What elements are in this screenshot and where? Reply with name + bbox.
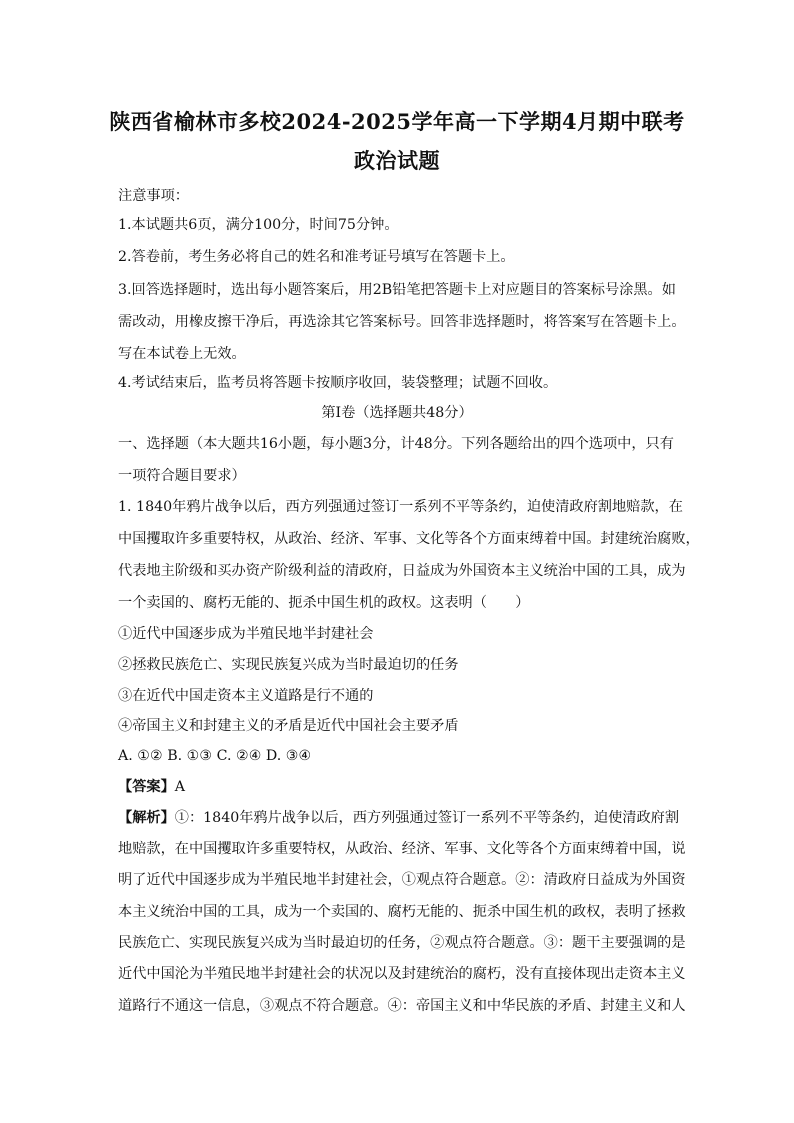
analysis-text: 近代中国沦为半殖民地半封建社会的状况以及封建统治的腐朽，没有直接体现出走资本主义 [118, 966, 686, 982]
answer-options: A. ①② B. ①③ C. ②④ D. ③④ [118, 748, 312, 764]
page-subtitle: 政治试题 [354, 148, 440, 173]
question-stem: 1. 1840年鸦片战争以后，西方列强通过签订一系列不平等条约，迫使清政府割地赔款，在 [118, 499, 683, 515]
analysis-text: 地赔款，在中国攫取许多重要特权，从政治、经济、军事、文化等各个方面束缚着中国，说 [118, 841, 686, 857]
analysis-label: 【解析】 [118, 810, 175, 826]
page-title: 陕西省榆林市多校2024-2025学年高一下学期4月期中联考 [109, 109, 685, 134]
answer-label: 【答案】 [118, 779, 175, 795]
statement-item: ②拯救民族危亡、实现民族复兴成为当时最迫切的任务 [118, 657, 459, 673]
analysis-text: 道路行不通这一信息，③观点不符合题意。④：帝国主义和中华民族的矛盾、封建主义和人 [118, 998, 686, 1014]
analysis-text: 民族危亡、实现民族复兴成为当时最迫切的任务，②观点符合题意。③：题干主要强调的是 [118, 935, 686, 951]
answer-line [118, 777, 688, 797]
statement-item: ④帝国主义和封建主义的矛盾是近代中国社会主要矛盾 [118, 718, 459, 734]
statement-item: ①近代中国逐步成为半殖民地半封建社会 [118, 626, 374, 642]
notice-item: 3.回答选择题时，选出每小题答案后，用2B铅笔把答题卡上对应题目的答案标号涂黑。如 [118, 282, 676, 298]
question-stem: 中国攫取许多重要特权，从政治、经济、军事、文化等各个方面束缚着中国。封建统治腐败， [118, 531, 700, 547]
analysis-text: 本主义统治中国的工具，成为一个卖国的、腐朽无能的、扼杀中国生机的政权，表明了拯救 [118, 904, 686, 920]
section-instruction: 一、选择题（本大题共16小题，每小题3分，计48分。下列各题给出的四个选项中，只有 [118, 436, 674, 452]
answer-value: A [174, 779, 186, 795]
notice-item: 4.考试结束后，监考员将答题卡按顺序收回，装袋整理；试题不回收。 [118, 375, 558, 391]
notice-item: 写在本试卷上无效。 [118, 346, 246, 362]
notice-heading: 注意事项： [118, 188, 189, 204]
statement-item: ③在近代中国走资本主义道路是行不通的 [118, 688, 374, 704]
analysis-text: 明了近代中国逐步成为半殖民地半封建社会，①观点符合题意。②：清政府日益成为外国资 [118, 872, 686, 888]
analysis-line [118, 808, 688, 828]
section-instruction: 一项符合题目要求） [118, 468, 246, 484]
question-stem: 代表地主阶级和买办资产阶级利益的清政府，日益成为外国资本主义统治中国的工具，成为 [118, 563, 686, 579]
notice-item: 1.本试题共6页，满分100分，时间75分钟。 [118, 217, 399, 233]
volume-title: 第Ⅰ卷（选择题共48分） [321, 405, 473, 421]
analysis-text: ①：1840年鸦片战争以后，西方列强通过签订一系列不平等条约，迫使清政府割 [174, 810, 680, 826]
notice-item: 2.答卷前，考生务必将自己的姓名和准考证号填写在答题卡上。 [118, 249, 515, 265]
notice-item: 需改动，用橡皮擦干净后，再选涂其它答案标号。回答非选择题时，将答案写在答题卡上。 [118, 314, 686, 330]
question-stem: 一个卖国的、腐朽无能的、扼杀中国生机的政权。这表明（ ） [118, 595, 530, 611]
